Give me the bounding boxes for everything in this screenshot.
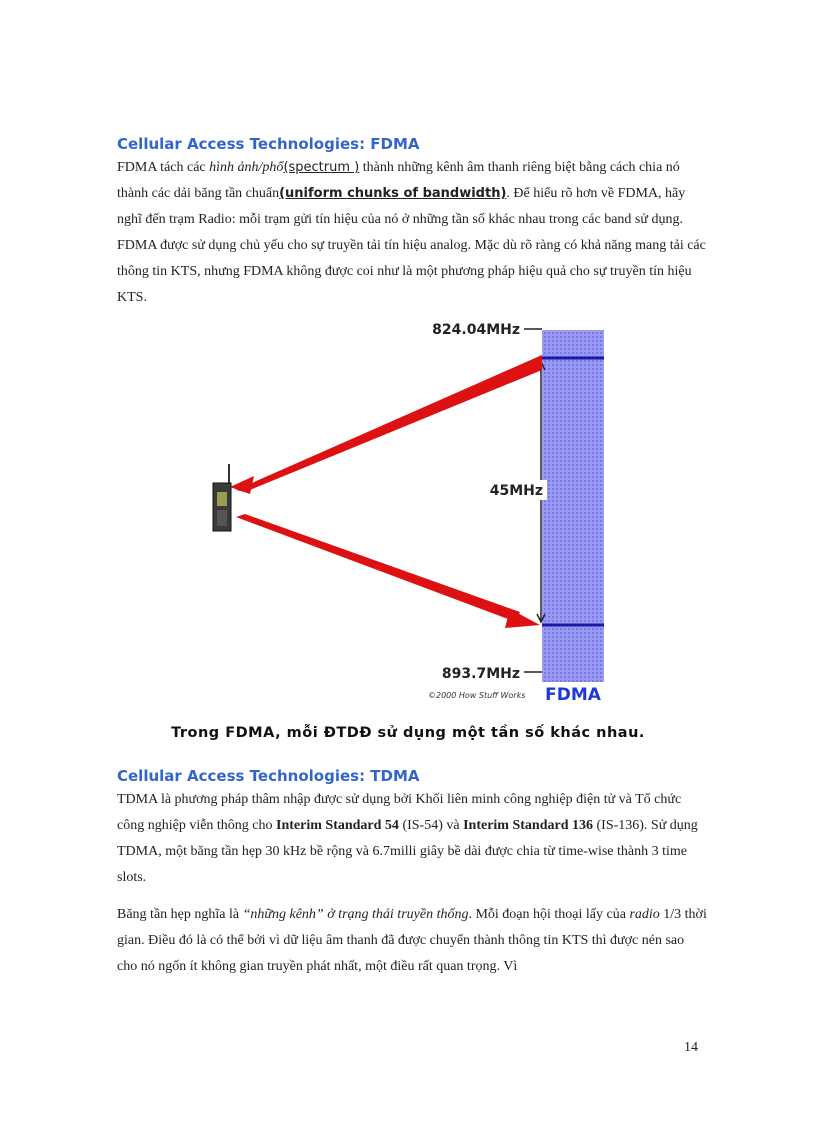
tdma-text-2: (IS-54) và: [398, 818, 464, 833]
figure-caption: Trong FDMA, mỗi ĐTDĐ sử dụng một tần số khác nhau.: [171, 725, 645, 741]
fdma-figure-label: FDMA: [545, 685, 601, 705]
bottom-frequency-label: 893.7MHz: [441, 666, 520, 682]
tdma-italic-radio: radio: [629, 907, 660, 922]
tdma-is54-term: Interim Standard 54: [276, 818, 399, 833]
copyright-text: ©2000 How Stuff Works: [428, 691, 526, 700]
tdma-text-3: (IS-136). Sử dụng TDMA, một băng tần hẹp 30 kHz bề rộng và 6.7milli giây bề dài được chia từ time-wise thành 3 time slots.: [117, 818, 698, 885]
frequency-band: [542, 330, 604, 682]
bandwidth-label: 45MHz: [489, 483, 543, 499]
tdma-heading: Cellular Access Technologies: TDMA: [117, 767, 420, 785]
fdma-spectrum-term: (spectrum ): [283, 160, 360, 175]
tdma-italic-channels: “những kênh” ở trạng thái truyền thống: [242, 907, 469, 922]
mobile-phone-icon: [213, 464, 231, 531]
page-number: 14: [684, 1040, 698, 1055]
tdma-text-5: . Mỗi đoạn hội thoại lấy của: [468, 907, 630, 922]
fdma-italic-spectrum: hình ảnh/phổ: [209, 160, 284, 175]
tdma-text-6: 1/3 thời gian. Điều đó là có thể bởi vì dữ liệu âm thanh đã được chuyển thành thông tin KTS thì được nén sao cho nó ngốn ít không gian truyền phát nhất, một điều rất quan trọng. Vì: [117, 907, 707, 974]
fdma-text-2: thành những kênh âm thanh riêng biệt bằng cách chia nó thành các dải băng tần chuẩn: [117, 160, 680, 201]
downlink-arrowhead: [505, 609, 540, 628]
top-frequency-label: 824.04MHz: [432, 322, 520, 338]
fdma-text-1: FDMA tách các: [117, 160, 210, 175]
tdma-paragraph-2: [117, 902, 707, 980]
uplink-arrow: [236, 355, 542, 492]
downlink-arrow-body: [236, 514, 520, 622]
fdma-figure: [200, 312, 620, 712]
fdma-uniform-chunks-term: (uniform chunks of bandwidth): [279, 186, 507, 201]
fdma-heading: Cellular Access Technologies: FDMA: [117, 135, 420, 153]
tdma-text-1: TDMA là phương pháp thâm nhập được sử dụng bởi Khối liên minh công nghiệp điện tử và Tổ chức công nghiệp viễn thông cho: [117, 792, 682, 833]
tdma-is136-term: Interim Standard 136: [463, 818, 593, 833]
fdma-text-3: . Để hiểu rõ hơn về FDMA, hãy nghĩ đến trạm Radio: mỗi trạm gửi tín hiệu của nó ở những tần số khác nhau trong các band sử dụng. FDMA được sử dụng chủ yếu cho sự truyền tải tín hiệu analog. Mặc dù rõ ràng có khả năng mang tải các thông tin KTS, nhưng FDMA không được coi như là một phương pháp hiệu quả cho sự truyền tín hiệu KTS.: [117, 186, 706, 305]
tdma-paragraph-1: [117, 787, 707, 891]
fdma-paragraph: [117, 155, 707, 311]
tdma-text-4: Băng tần hẹp nghĩa là: [117, 907, 243, 922]
